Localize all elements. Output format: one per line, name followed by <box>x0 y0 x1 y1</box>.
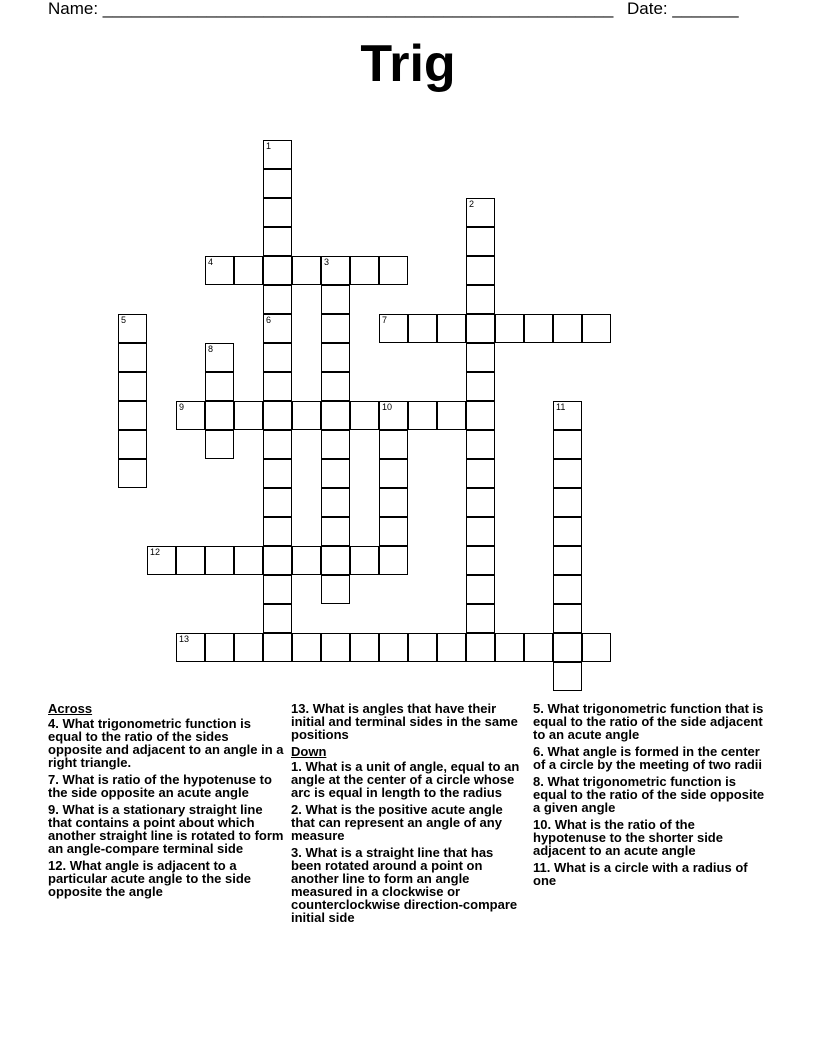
clue-down-8: 8. What trigonometric function is equal to the ratio of the side opposite a given angle <box>533 774 765 815</box>
grid-cell[interactable] <box>466 430 495 459</box>
grid-cell[interactable] <box>379 401 408 430</box>
clue-down-10: 10. What is the ratio of the hypotenuse to the shorter side adjacent to an acute angle <box>533 817 723 858</box>
grid-cell[interactable] <box>466 517 495 546</box>
grid-cell[interactable] <box>466 343 495 372</box>
grid-cell[interactable] <box>205 546 234 575</box>
clue-number: 1 <box>266 141 272 151</box>
grid-cell[interactable] <box>466 314 495 343</box>
grid-cell[interactable] <box>466 198 495 227</box>
clue-across-7: 7. What is ratio of the hypotenuse to the side opposite an acute angle <box>48 772 272 800</box>
grid-cell[interactable] <box>205 633 234 662</box>
grid-cell[interactable] <box>466 285 495 314</box>
clue-down-5: 5. What trigonometric function that is equal to the ratio of the side adjacent to an acute angle <box>533 701 764 742</box>
grid-cell[interactable] <box>466 488 495 517</box>
clue-number: 2 <box>469 199 475 209</box>
grid-cell[interactable] <box>553 488 582 517</box>
across-heading: Across <box>48 701 93 716</box>
grid-cell[interactable] <box>263 285 292 314</box>
grid-cell[interactable] <box>263 633 292 662</box>
clue-number: 11 <box>556 402 566 412</box>
grid-cell[interactable] <box>379 517 408 546</box>
grid-cell[interactable] <box>408 633 437 662</box>
grid-cell[interactable] <box>553 604 582 633</box>
grid-cell[interactable] <box>263 227 292 256</box>
grid-cell[interactable] <box>321 372 350 401</box>
clue-column-1 <box>48 702 284 902</box>
date-label: Date: _______ <box>627 0 739 18</box>
grid-cell[interactable] <box>321 285 350 314</box>
grid-cell[interactable] <box>205 372 234 401</box>
grid-cell[interactable] <box>553 430 582 459</box>
grid-cell[interactable] <box>147 546 176 575</box>
grid-cell[interactable] <box>524 314 553 343</box>
grid-cell[interactable] <box>350 401 379 430</box>
grid-cell[interactable] <box>263 517 292 546</box>
grid-cell[interactable] <box>408 401 437 430</box>
clue-number: 8 <box>208 344 214 354</box>
grid-cell[interactable] <box>466 227 495 256</box>
grid-cell[interactable] <box>292 401 321 430</box>
grid-cell[interactable] <box>263 169 292 198</box>
name-label: Name: ______________________________________________________ <box>48 0 614 18</box>
grid-cell[interactable] <box>176 633 205 662</box>
grid-cell[interactable] <box>292 633 321 662</box>
grid-cell[interactable] <box>553 633 582 662</box>
grid-cell[interactable] <box>466 256 495 285</box>
grid-cell[interactable] <box>263 575 292 604</box>
grid-cell[interactable] <box>234 256 263 285</box>
clue-number: 4 <box>208 257 214 267</box>
grid-cell[interactable] <box>379 546 408 575</box>
grid-cell[interactable] <box>205 401 234 430</box>
grid-cell[interactable] <box>379 459 408 488</box>
grid-cell[interactable] <box>466 604 495 633</box>
grid-cell[interactable] <box>524 633 553 662</box>
clue-number: 12 <box>150 547 161 557</box>
grid-cell[interactable] <box>553 459 582 488</box>
grid-cell[interactable] <box>321 343 350 372</box>
grid-cell[interactable] <box>495 314 524 343</box>
grid-cell[interactable] <box>379 256 408 285</box>
clue-down-11: 11. What is a circle with a radius of one <box>533 860 748 888</box>
grid-cell[interactable] <box>379 314 408 343</box>
grid-cell[interactable] <box>234 401 263 430</box>
grid-cell[interactable] <box>466 546 495 575</box>
grid-cell[interactable] <box>321 459 350 488</box>
grid-cell[interactable] <box>466 372 495 401</box>
down-heading: Down <box>291 744 327 759</box>
clue-number: 6 <box>266 315 272 325</box>
grid-cell[interactable] <box>118 401 147 430</box>
grid-cell[interactable] <box>495 633 524 662</box>
grid-cell[interactable] <box>437 401 466 430</box>
grid-cell[interactable] <box>234 633 263 662</box>
clue-across-9: 9. What is a stationary straight line that contains a point about which another straight line is rotated to form an angle-compare terminal side <box>48 802 284 856</box>
grid-cell[interactable] <box>350 633 379 662</box>
page-title: Trig <box>360 35 456 93</box>
grid-cell[interactable] <box>350 256 379 285</box>
clue-number: 13 <box>179 634 190 644</box>
grid-cell[interactable] <box>263 256 292 285</box>
grid-cell[interactable] <box>263 343 292 372</box>
grid-cell[interactable] <box>379 430 408 459</box>
clue-across-12: 12. What angle is adjacent to a particular acute angle to the side opposite the angle <box>48 858 251 899</box>
grid-cell[interactable] <box>118 430 147 459</box>
clue-across-4: 4. What trigonometric function is equal to the ratio of the sides opposite and adjacent to an angle in a right triangle. <box>48 716 284 770</box>
grid-cell[interactable] <box>321 517 350 546</box>
grid-cell[interactable] <box>466 459 495 488</box>
clue-number: 9 <box>179 402 185 412</box>
grid-cell[interactable] <box>553 314 582 343</box>
grid-cell[interactable] <box>321 633 350 662</box>
clue-number: 5 <box>121 315 127 325</box>
grid-cell[interactable] <box>176 546 205 575</box>
grid-cell[interactable] <box>350 546 379 575</box>
grid-cell[interactable] <box>553 401 582 430</box>
grid-cell[interactable] <box>263 140 292 169</box>
grid-cell[interactable] <box>263 546 292 575</box>
grid-cell[interactable] <box>263 459 292 488</box>
grid-cell[interactable] <box>321 575 350 604</box>
clue-down-1: 1. What is a unit of angle, equal to an angle at the center of a circle whose arc is equal in length to the radius <box>291 759 520 800</box>
grid-cell[interactable] <box>321 256 350 285</box>
grid-cell[interactable] <box>466 633 495 662</box>
grid-cell[interactable] <box>553 575 582 604</box>
grid-cell[interactable] <box>118 372 147 401</box>
grid-cell[interactable] <box>321 488 350 517</box>
grid-cell[interactable] <box>234 546 263 575</box>
clue-number: 3 <box>324 257 330 267</box>
clue-column-2 <box>291 702 527 928</box>
grid-cell[interactable] <box>437 314 466 343</box>
clue-down-6: 6. What angle is formed in the center of a circle by the meeting of two radii <box>533 744 762 772</box>
grid-cell[interactable] <box>263 430 292 459</box>
clue-across-13: 13. What is angles that have their initial and terminal sides in the same positions <box>291 701 518 742</box>
grid-cell[interactable] <box>118 459 147 488</box>
grid-cell[interactable] <box>553 517 582 546</box>
grid-cell[interactable] <box>437 633 466 662</box>
grid-cell[interactable] <box>466 575 495 604</box>
clue-number: 10 <box>382 402 393 412</box>
grid-cell[interactable] <box>408 314 437 343</box>
grid-cell[interactable] <box>176 401 205 430</box>
grid-cell[interactable] <box>553 662 582 691</box>
grid-cell[interactable] <box>292 546 321 575</box>
grid-cell[interactable] <box>321 546 350 575</box>
clue-down-2: 2. What is the positive acute angle that can represent an angle of any measure <box>291 802 503 843</box>
grid-cell[interactable] <box>466 401 495 430</box>
grid-cell[interactable] <box>205 430 234 459</box>
clue-number: 7 <box>382 315 388 325</box>
grid-cell[interactable] <box>263 488 292 517</box>
grid-cell[interactable] <box>263 372 292 401</box>
grid-cell[interactable] <box>263 198 292 227</box>
grid-cell[interactable] <box>292 256 321 285</box>
grid-cell[interactable] <box>553 546 582 575</box>
grid-cell[interactable] <box>582 314 611 343</box>
grid-cell[interactable] <box>263 314 292 343</box>
grid-cell[interactable] <box>321 430 350 459</box>
grid-cell[interactable] <box>582 633 611 662</box>
grid-cell[interactable] <box>263 604 292 633</box>
grid-cell[interactable] <box>321 314 350 343</box>
grid-cell[interactable] <box>379 488 408 517</box>
grid-cell[interactable] <box>205 343 234 372</box>
grid-cell[interactable] <box>118 314 147 343</box>
grid-cell[interactable] <box>205 256 234 285</box>
grid-cell[interactable] <box>118 343 147 372</box>
clue-column-3 <box>533 702 767 891</box>
clue-down-3: 3. What is a straight line that has been rotated around a point on another line to form an angle measured in a clockwise or counterclockwise direction-compare initial side <box>291 845 518 925</box>
grid-cell[interactable] <box>379 633 408 662</box>
grid-cell[interactable] <box>263 401 292 430</box>
grid-cell[interactable] <box>321 401 350 430</box>
